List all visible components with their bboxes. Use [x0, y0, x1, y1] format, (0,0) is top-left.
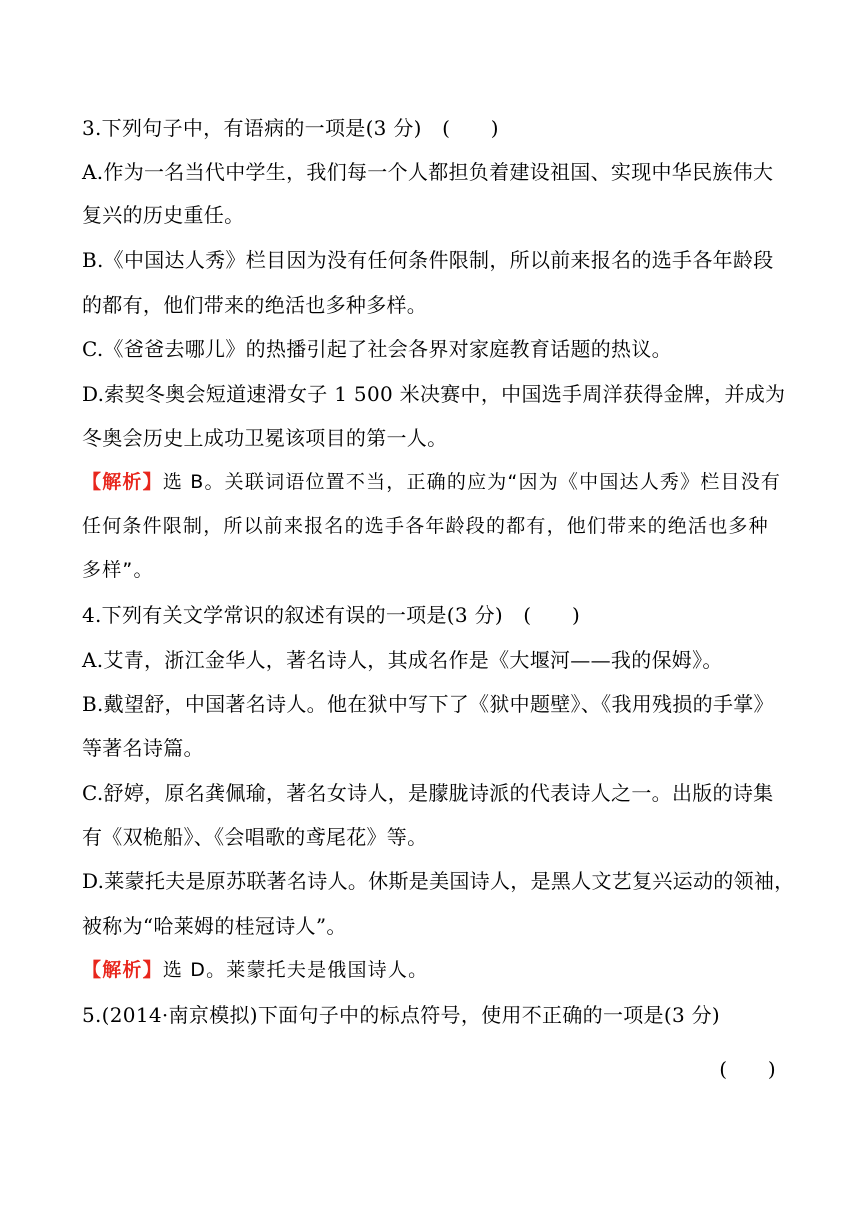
- question-3-option-d-line-1: D.索契冬奥会短道速滑女子 1 500 米决赛中，中国选手周洋获得金牌，并成为: [82, 382, 786, 406]
- question-3-option-b-line-2: 的都有，他们带来的绝活也多种多样。: [82, 293, 428, 317]
- question-4-option-d-line-2: 被称为“哈莱姆的桂冠诗人”。: [82, 914, 347, 938]
- question-4-analysis-line-1: [82, 956, 428, 984]
- question-3-option-b-line-1: B.《中国达人秀》栏目因为没有任何条件限制，所以前来报名的选手各年龄段: [82, 248, 774, 272]
- question-3-analysis-line-1: [82, 468, 781, 496]
- question-4-option-b-line-2: 等著名诗篇。: [82, 736, 204, 760]
- question-3-option-a-line-1: A.作为一名当代中学生，我们每一个人都担负着建设祖国、实现中华民族伟大: [82, 160, 774, 184]
- question-5-answer-blank: ( ): [719, 1057, 776, 1081]
- analysis-text: 选 D。莱蒙托夫是俄国诗人。: [162, 959, 429, 981]
- analysis-tag: 【解析】: [82, 959, 163, 981]
- question-5-stem: 5.(2014·南京模拟)下面句子中的标点符号，使用不正确的一项是(3 分): [82, 1003, 721, 1027]
- question-4-option-d-line-1: D.莱蒙托夫是原苏联著名诗人。休斯是美国诗人，是黑人文艺复兴运动的领袖，: [82, 869, 795, 893]
- question-4-stem: 4.下列有关文学常识的叙述有误的一项是(3 分) ( ): [82, 603, 581, 627]
- question-4-option-c-line-2: 有《双桅船》、《会唱歌的鸢尾花》等。: [82, 825, 428, 849]
- question-3-analysis-line-3: 多样”。: [82, 559, 154, 581]
- question-3-option-d-line-2: 冬奥会历史上成功卫冕该项目的第一人。: [82, 426, 448, 450]
- question-3-option-c: C.《爸爸去哪儿》的热播引起了社会各界对家庭教育话题的热议。: [82, 337, 672, 361]
- question-4-option-b-line-1: B.戴望舒，中国著名诗人。他在狱中写下了《狱中题壁》、《我用残损的手掌》: [82, 692, 774, 716]
- analysis-tag: 【解析】: [82, 471, 163, 493]
- question-3-option-a-line-2: 复兴的历史重任。: [82, 203, 245, 227]
- question-4-option-c-line-1: C.舒婷，原名龚佩瑜，著名女诗人，是朦胧诗派的代表诗人之一。出版的诗集: [82, 781, 774, 805]
- analysis-text: 选 B。关联词语位置不当，正确的应为“因为《中国达人秀》栏目没有: [162, 471, 782, 493]
- question-4-option-a: A.艾青，浙江金华人，著名诗人，其成名作是《大堰河——我的保姆》。: [82, 648, 723, 672]
- question-3-stem: 3.下列句子中，有语病的一项是(3 分) ( ): [82, 116, 499, 140]
- question-3-analysis-line-2: 任何条件限制，所以前来报名的选手各年龄段的都有，他们带来的绝活也多种: [82, 515, 769, 537]
